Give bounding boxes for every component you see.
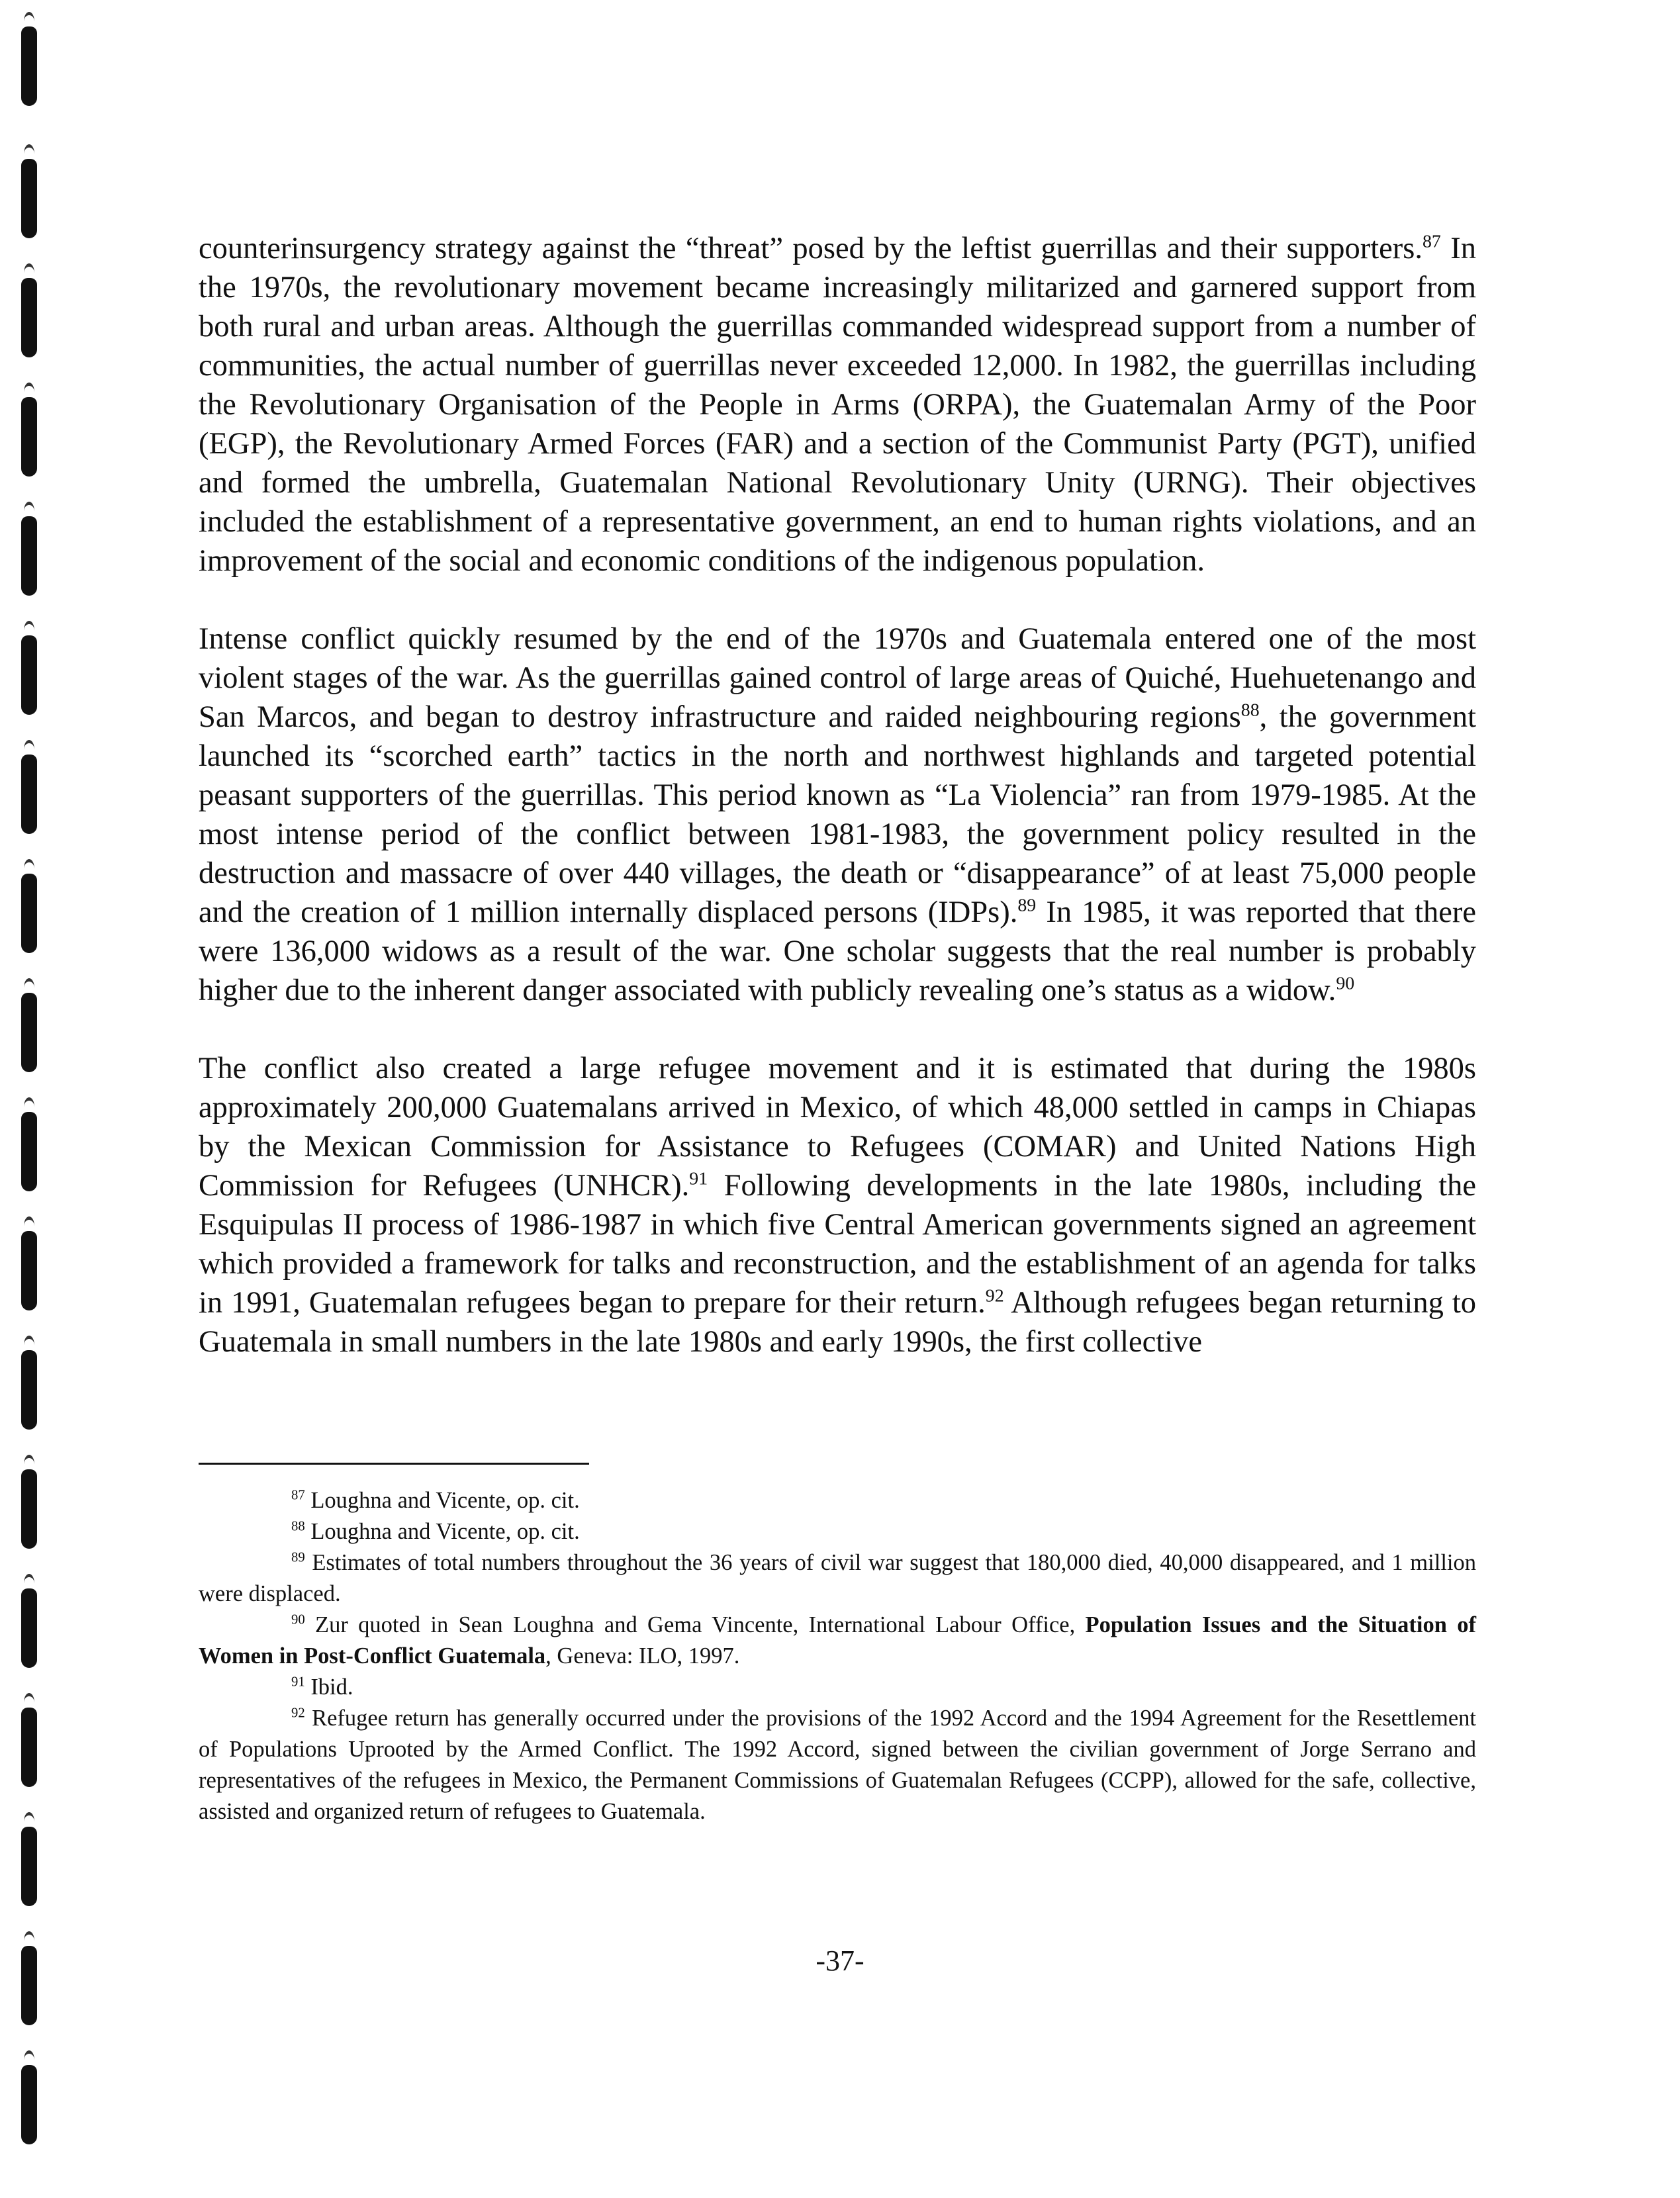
text-run: In 1985, it was reported that there were 136,000 widows as a result of the war. One scholar suggests that the real number is probably higher due to the inherent danger associated with publicly revealing one’s status as a widow. <box>199 895 1477 1007</box>
paragraph <box>199 619 1476 1010</box>
footnote-reference: 90 <box>1336 973 1355 994</box>
footnote-number: 89 <box>291 1550 305 1565</box>
text-run: , the government launched its “scorched earth” tactics in the north and northwest highlands and targeted potential peasant supporters of the guerrillas. This period known as “La Violencia” ran from 1979-1985. At the most intense period of the conflict between 1981-1983, the government policy resulted in the destruction and massacre of over 440 villages, the death or “disappearance” of at least 75,000 people and the creation of 1 million internally displaced persons (IDPs). <box>199 700 1476 929</box>
footnote <box>199 1703 1476 1827</box>
text-run: Following developments in the late 1980s, including the Esquipulas II process of 1986-1987 in which five Central American governments signed an agreement which provided a framework for talks and reconstruction, and the establishment of an agenda for talks in 1991, Guatemalan refugees began to prepare for their return. <box>199 1169 1477 1320</box>
footnote-reference: 87 <box>1422 231 1441 252</box>
footnote-number: 90 <box>291 1612 305 1627</box>
binding-ring <box>21 1588 37 1668</box>
footnote <box>199 1672 1476 1703</box>
footnote-reference: 89 <box>1017 895 1037 916</box>
footnote-reference: 92 <box>985 1285 1004 1306</box>
text-run: In the 1970s, the revolutionary movement became increasingly militarized and garnered support from both rural and urban areas. Although the guerrillas commanded widespread support from a number of communities, the actual number of guerrillas never exceeded 12,000. In 1982, the guerrillas including the Revolutionary Organisation of the People in Arms (ORPA), the Guatemalan Army of the Poor (EGP), the Revolutionary Armed Forces (FAR) and a section of the Communist Party (PGT), unified and formed the umbrella, Guatemalan National Revolutionary Unity (URNG). Their objectives included the establishment of a representative government, an end to human rights violations, and an improvement of the social and economic conditions of the indigenous population. <box>199 232 1476 578</box>
footnote-number: 87 <box>291 1488 305 1503</box>
binding-ring <box>21 635 37 715</box>
binding-ring <box>21 397 37 477</box>
binding-ring <box>21 516 37 596</box>
body-text <box>199 229 1476 1400</box>
footnote <box>199 1516 1476 1547</box>
binding-ring <box>21 278 37 357</box>
binding-ring <box>21 755 37 834</box>
binding-ring <box>21 2065 37 2144</box>
paragraph <box>199 1049 1476 1361</box>
footnote-separator <box>199 1463 589 1465</box>
paragraph <box>199 229 1476 580</box>
footnote <box>199 1547 1476 1610</box>
page-number: -37- <box>816 1945 864 1977</box>
text-run: Loughna and Vicente, op. cit. <box>304 1519 580 1544</box>
binding-ring <box>21 1827 37 1906</box>
footnote-number: 88 <box>291 1519 305 1534</box>
text-run: Intense conflict quickly resumed by the end of the 1970s and Guatemala entered one of the most violent stages of the war. As the guerrillas gained control of large areas of Quiché, Huehuetenango and San Marcos, and began to destroy infrastructure and raided neighbouring regions <box>199 622 1476 734</box>
binding-ring <box>21 1350 37 1430</box>
text-run: Estimates of total numbers throughout the 36 years of civil war suggest that 180,000 died, 40,000 disappeared, and 1 million were displaced. <box>199 1550 1476 1606</box>
text-run: Refugee return has generally occurred under the provisions of the 1992 Accord and the 1994 Agreement for the Resettlement of Populations Uprooted by the Armed Conflict. The 1992 Accord, signed between the civilian government of Jorge Serrano and representatives of the refugees in Mexico, the Permanent Commissions of Guatemalan Refugees (CCPP), allowed for the safe, collective, assisted and organized return of refugees to Guatemala. <box>199 1706 1476 1824</box>
text-run: Although refugees began returning to Guatemala in small numbers in the late 1980s and early 1990s, the first collective <box>199 1286 1477 1359</box>
footnotes <box>199 1485 1476 1827</box>
binding-ring <box>21 1231 37 1310</box>
footnote <box>199 1610 1476 1672</box>
text-run: counterinsurgency strategy against the “threat” posed by the leftist guerrillas and their supporters. <box>199 232 1423 265</box>
text-run: The conflict also created a large refugee movement and it is estimated that during the 1980s approximately 200,000 Guatemalans arrived in Mexico, of which 48,000 settled in camps in Chiapas by the Mexican Commission for Assistance to Refugees (COMAR) and United Nations High Commission for Refugees (UNHCR). <box>199 1052 1476 1203</box>
binding-ring <box>21 874 37 953</box>
bold-title: Population Issues and the Situation of Women in Post-Conflict Guatemala <box>199 1612 1477 1669</box>
binding-ring <box>21 1469 37 1549</box>
text-run: Loughna and Vicente, op. cit. <box>304 1488 580 1513</box>
binding-ring <box>21 159 37 238</box>
footnote <box>199 1485 1476 1516</box>
footnote-reference: 91 <box>689 1168 708 1189</box>
text-run: , Geneva: ILO, 1997. <box>545 1643 740 1669</box>
footnote-reference: 88 <box>1240 700 1260 721</box>
binding-ring <box>21 993 37 1072</box>
text-run: Zur quoted in Sean Loughna and Gema Vincente, International Labour Office, <box>304 1612 1086 1637</box>
footnote-number: 92 <box>291 1706 305 1721</box>
text-run: Ibid. <box>304 1674 353 1700</box>
binding-ring <box>21 1708 37 1787</box>
binding-ring <box>21 26 37 106</box>
spiral-binding <box>15 0 48 2198</box>
binding-ring <box>21 1112 37 1191</box>
footnote-number: 91 <box>291 1674 305 1690</box>
